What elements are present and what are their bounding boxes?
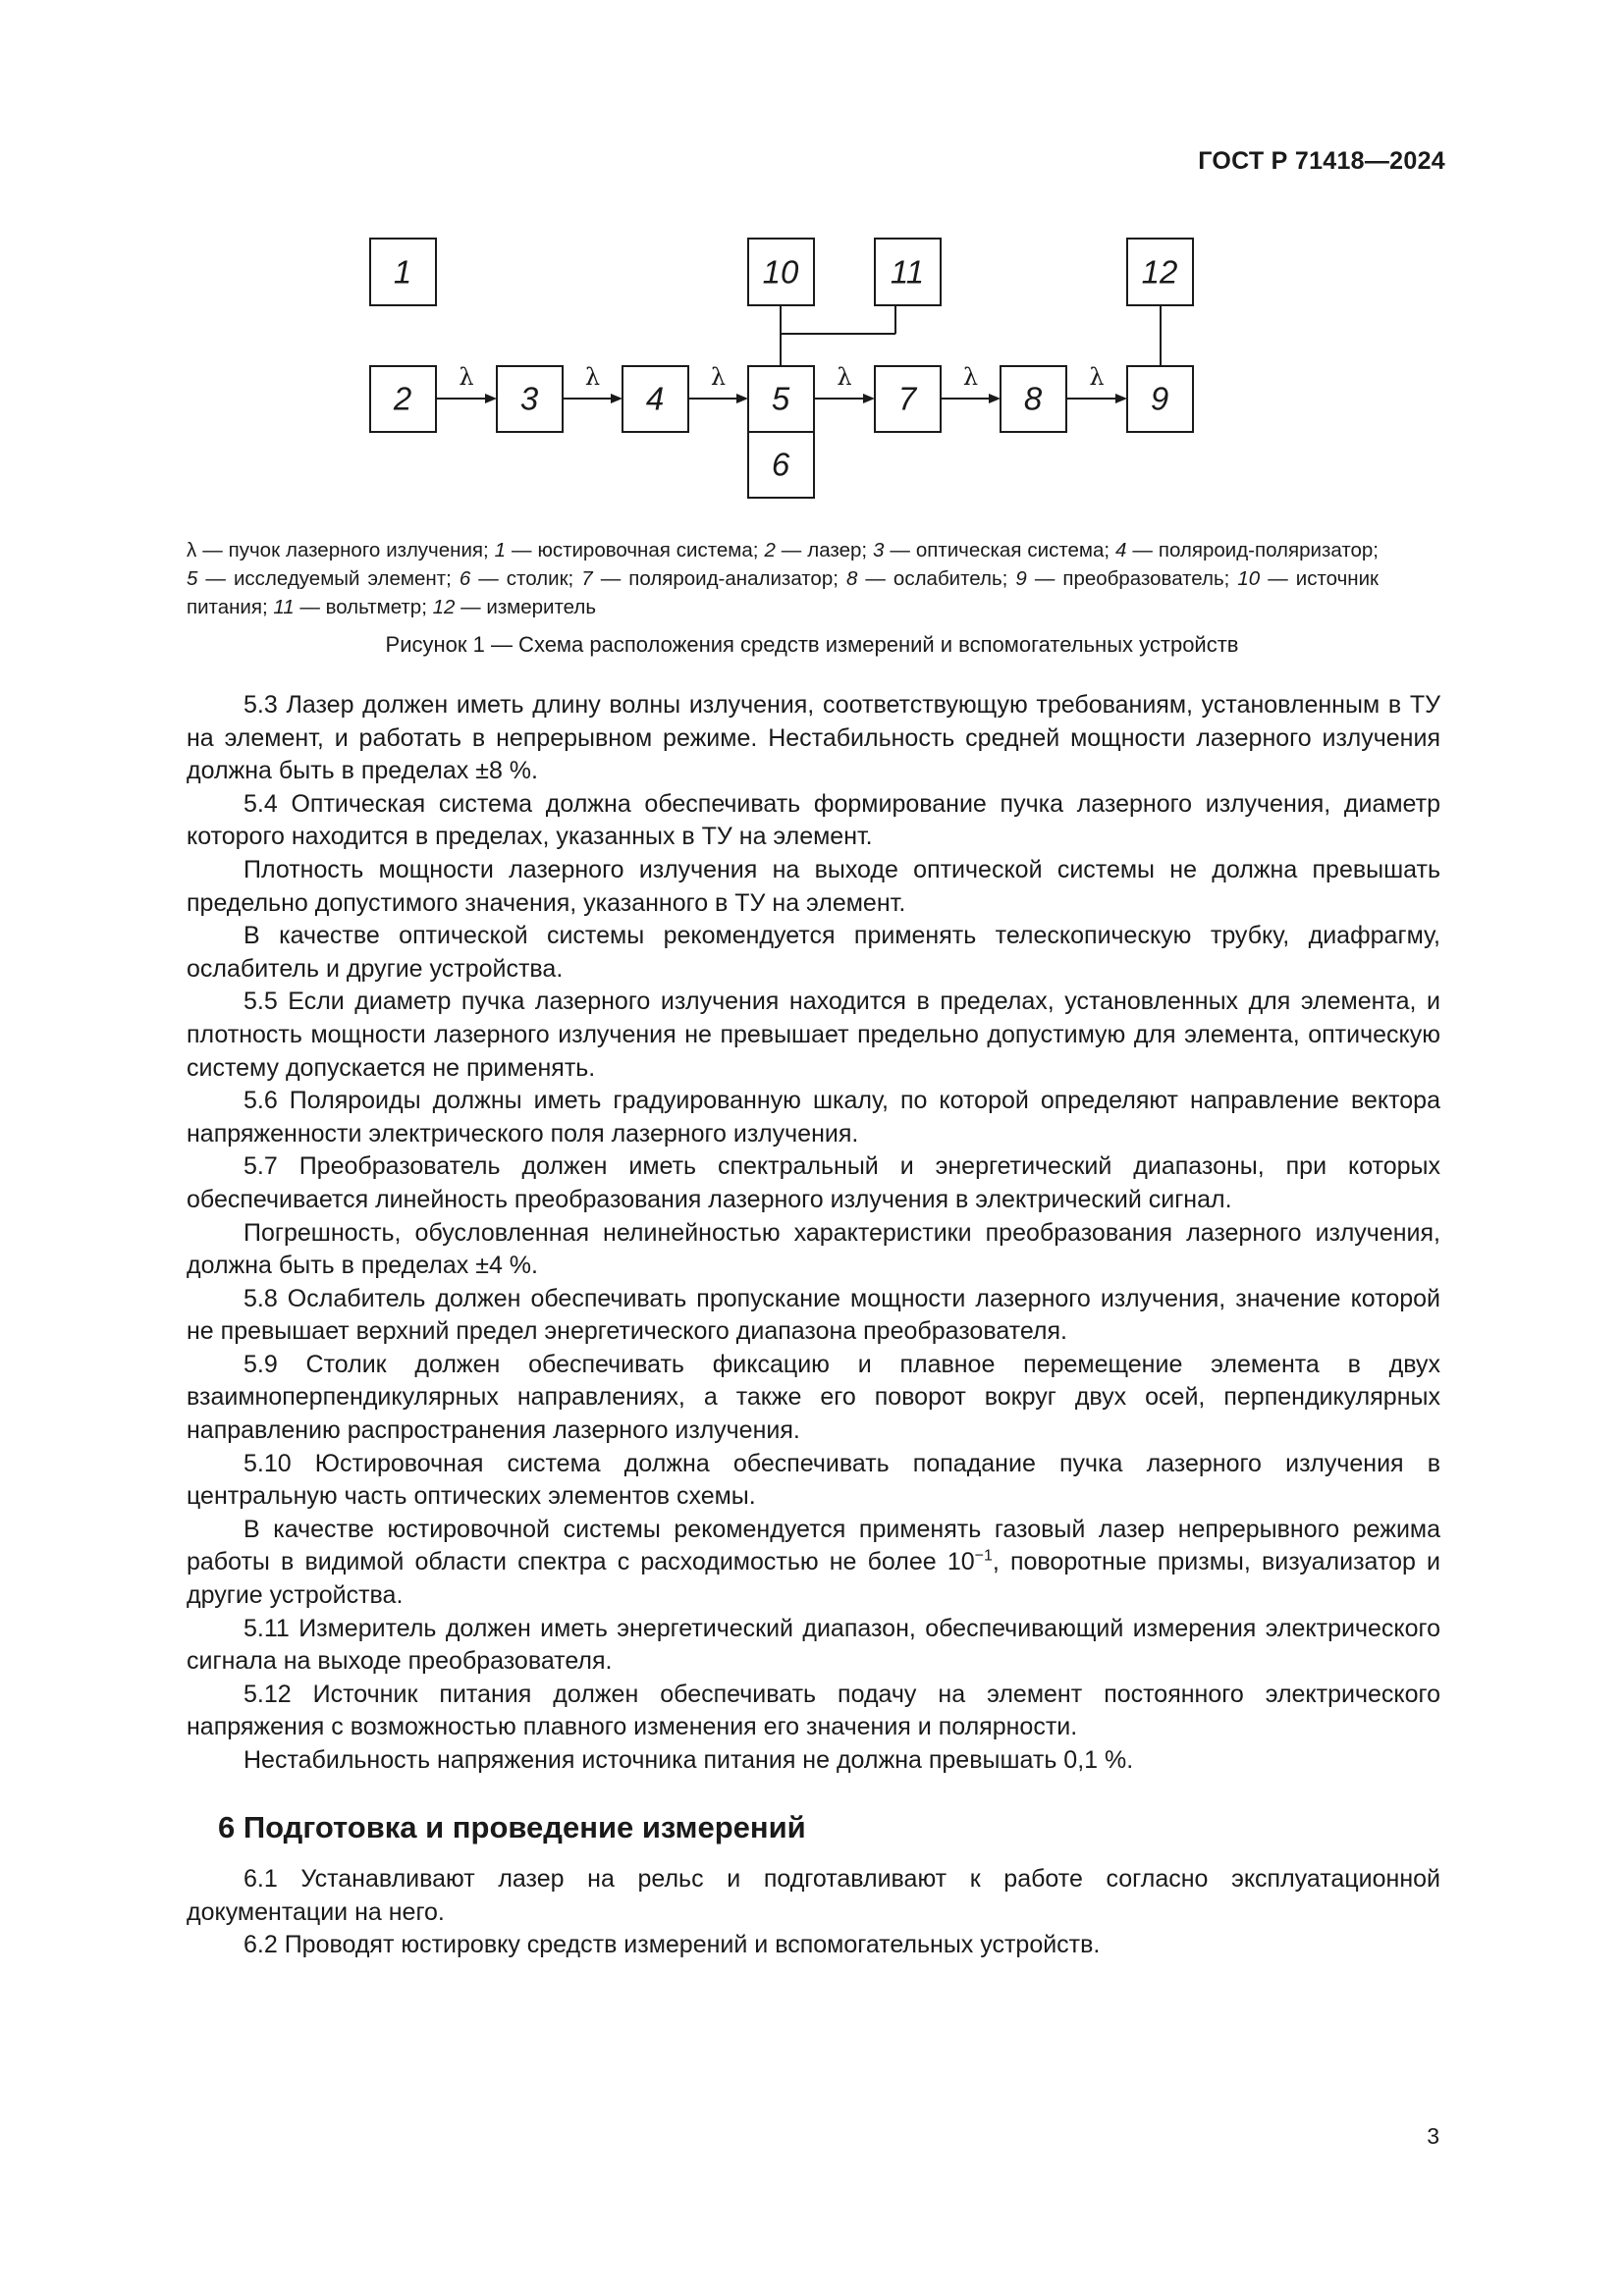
- svg-text:6: 6: [771, 446, 790, 483]
- paragraph: В качестве оптической системы рекомендуется применять телескопическую трубку, диафрагму, ослабитель и другие устройства.: [187, 922, 1440, 983]
- paragraph: Погрешность, обусловленная нелинейностью характеристики преобразования лазерного излучения, должна быть в пределах ±4 %.: [187, 1218, 1440, 1280]
- beam-arrow-head: [989, 394, 1001, 403]
- box-10: [748, 239, 814, 305]
- svg-text:9: 9: [1150, 380, 1169, 417]
- box-3: [497, 366, 563, 432]
- legend-description: — поляроид-анализатор;: [592, 567, 846, 590]
- legend-symbol: 11: [273, 596, 295, 618]
- beam-lambda-label: λ: [837, 363, 852, 391]
- paragraph: Плотность мощности лазерного излучения на выходе оптической системы не должна превышать предельно допустимого значения, указанного в ТУ на элемент.: [187, 855, 1440, 917]
- legend-symbol: 7: [581, 567, 593, 590]
- legend-description: — вольтметр;: [294, 596, 433, 618]
- legend-description: — ослабитель;: [857, 567, 1016, 590]
- legend-description: — юстировочная система;: [506, 539, 765, 561]
- paragraph: 5.11 Измеритель должен иметь энергетический диапазон, обеспечивающий измерения электрического сигнала на выходе преобразователя.: [187, 1614, 1440, 1676]
- legend-description: — поляроид-поляризатор;: [1126, 539, 1379, 561]
- paragraph: 5.10 Юстировочная система должна обеспечивать попадание пучка лазерного излучения в центральную часть оптических элементов схемы.: [187, 1449, 1440, 1511]
- figure-legend: [187, 536, 1379, 621]
- box-8: [1001, 366, 1066, 432]
- box-11: [875, 239, 941, 305]
- legend-description: — лазер;: [775, 539, 874, 561]
- box-12: [1127, 239, 1193, 305]
- box-1: [370, 239, 436, 305]
- measurement-scheme-diagram: [0, 0, 1624, 530]
- beam-lambda-label: λ: [710, 363, 727, 391]
- beam-arrow-head: [863, 394, 875, 403]
- box-4: [623, 366, 688, 432]
- legend-symbol: λ: [187, 539, 197, 561]
- paragraph: Нестабильность напряжения источника питания не должна превышать 0,1 %.: [244, 1746, 1134, 1774]
- legend-symbol: 2: [764, 539, 776, 561]
- beam-arrow-head: [485, 394, 497, 403]
- paragraph: 5.4 Оптическая система должна обеспечивать формирование пучка лазерного излучения, диаметр которого находится в пределах, указанных в ТУ на элемент.: [187, 789, 1440, 851]
- svg-text:2: 2: [393, 380, 412, 417]
- figure-caption: Рисунок 1 — Схема расположения средств измерений и вспомогательных устройств: [385, 632, 1239, 657]
- svg-text:5: 5: [771, 380, 790, 417]
- svg-text:3: 3: [519, 380, 539, 417]
- paragraph: 5.7 Преобразователь должен иметь спектральный и энергетический диапазоны, при которых обеспечивается линейность преобразования лазерного излучения в электрический сигнал.: [187, 1152, 1440, 1213]
- legend-description: — исследуемый элемент;: [197, 567, 460, 590]
- legend-symbol: 9: [1015, 567, 1027, 590]
- legend-symbol: 1: [494, 539, 507, 561]
- box-2: [370, 366, 436, 432]
- beam-arrow-head: [611, 394, 623, 403]
- legend-symbol: 3: [873, 539, 885, 561]
- box-5: [748, 366, 814, 432]
- paragraph: 5.9 Столик должен обеспечивать фиксацию и плавное перемещение элемента в двух взаимноперпендикулярных направлениях, а также его поворот вокруг двух осей, перпендикулярных направлению распространения лазерного излучения.: [187, 1350, 1440, 1445]
- paragraph: 5.5 Если диаметр пучка лазерного излучения находится в пределах, установленных для элемента, и плотность мощности лазерного излучения не превышает предельно допустимую для элемента, оптическую систему допускается не применять.: [187, 988, 1440, 1082]
- paragraph: 5.12 Источник питания должен обеспечивать подачу на элемент постоянного электрического напряжения с возможностью плавного изменения его значения и полярности.: [187, 1680, 1440, 1741]
- section-title: 6 Подготовка и проведение измерений: [218, 1809, 806, 1844]
- box-9: [1127, 366, 1193, 432]
- svg-text:1: 1: [393, 253, 412, 291]
- paragraph: 5.6 Поляроиды должны иметь градуированную шкалу, по которой определяют направление вектора напряженности электрического поля лазерного излучения.: [187, 1087, 1440, 1148]
- page-number: 3: [1427, 2123, 1439, 2149]
- legend-symbol: 6: [459, 567, 471, 590]
- legend-symbol: 4: [1115, 539, 1127, 561]
- legend-symbol: 8: [845, 567, 858, 590]
- svg-text:10: 10: [762, 253, 799, 291]
- divergence-exponent: −1: [974, 1548, 993, 1566]
- svg-text:4: 4: [645, 380, 665, 417]
- legend-symbol: 5: [187, 567, 198, 590]
- beam-lambda-label: λ: [1089, 363, 1105, 391]
- beam-lambda-label: λ: [584, 363, 601, 391]
- beam-arrow-head: [736, 394, 748, 403]
- paragraph-divergence: [187, 1514, 1440, 1613]
- paragraph: 5.3 Лазер должен иметь длину волны излучения, соответствующую требованиям, установленным в ТУ на элемент, и работать в непрерывном режиме. Нестабильность средней мощности лазерного излучения должна быть в пределах ±8 %.: [187, 691, 1440, 785]
- box-7: [875, 366, 941, 432]
- legend-description: — пучок лазерного излучения;: [196, 539, 495, 561]
- legend-symbol: 12: [432, 596, 456, 618]
- beam-arrow-head: [1115, 394, 1127, 403]
- svg-text:7: 7: [897, 380, 917, 417]
- divergence-text-after: , поворотные призмы, визуализатор и другие устройства.: [187, 1548, 1440, 1610]
- paragraph: 6.1 Устанавливают лазер на рельс и подготавливают к работе согласно эксплуатационной документации на него.: [187, 1865, 1440, 1926]
- legend-description: — столик;: [470, 567, 582, 590]
- legend-description: — измеритель: [455, 596, 597, 618]
- paragraph: 6.2 Проводят юстировку средств измерений и вспомогательных устройств.: [244, 1931, 1101, 1959]
- box-6: [748, 432, 814, 498]
- legend-description: — источник питания;: [187, 567, 1380, 618]
- svg-text:11: 11: [890, 253, 925, 291]
- legend-description: — оптическая система;: [884, 539, 1116, 561]
- legend-description: — преобразователь;: [1026, 567, 1238, 590]
- beam-lambda-label: λ: [459, 363, 474, 391]
- svg-text:8: 8: [1023, 380, 1043, 417]
- divergence-text-before: В качестве юстировочной системы рекомендуется применять газовый лазер непрерывного режима работы в видимой области спектра с расходимостью не более 10: [187, 1515, 1440, 1576]
- document-header: ГОСТ Р 71418—2024: [1198, 147, 1445, 175]
- beam-lambda-label: λ: [962, 363, 979, 391]
- legend-symbol: 10: [1237, 567, 1261, 590]
- document-body: [187, 689, 1440, 1962]
- paragraph: 5.8 Ослабитель должен обеспечивать пропускание мощности лазерного излучения, значение которой не превышает верхний предел энергетического диапазона преобразователя.: [187, 1284, 1440, 1346]
- svg-text:12: 12: [1141, 253, 1178, 291]
